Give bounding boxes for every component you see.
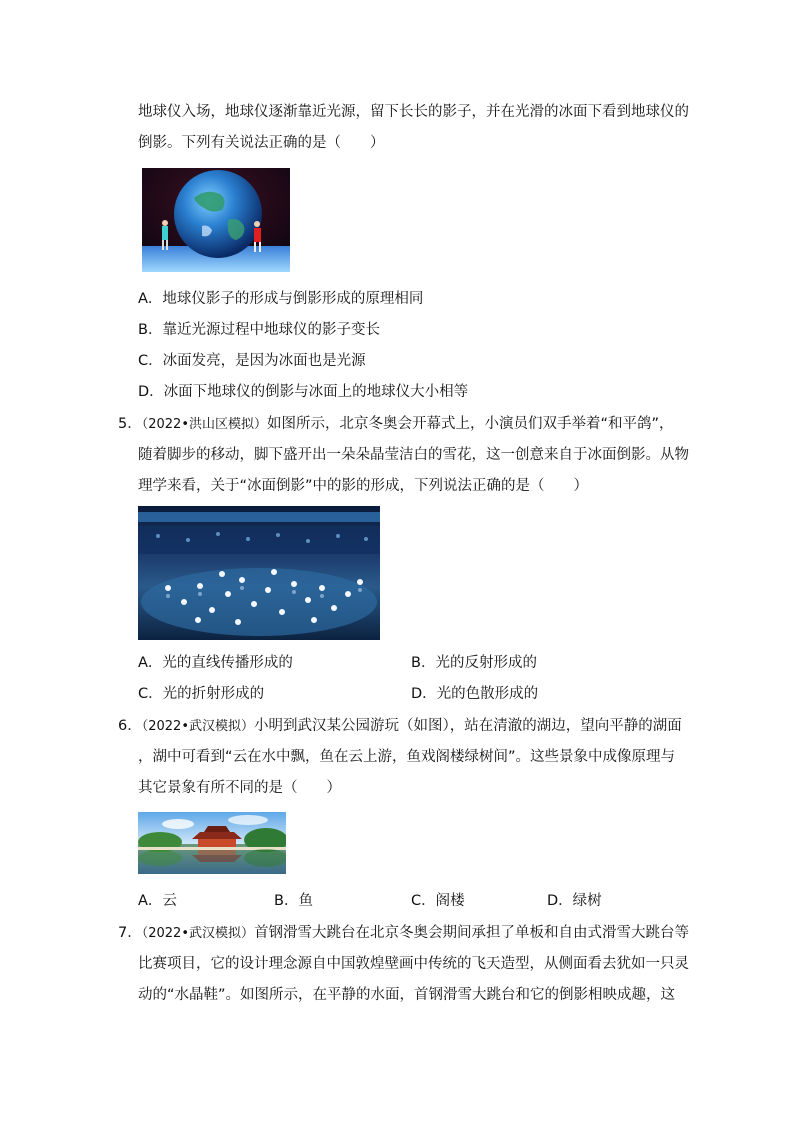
q4-option-a: A．地球仪影子的形成与倒影形成的原理相同 [138,291,424,307]
q6-option-d: D．绿树 [547,893,602,909]
q4-stem-line-2: 倒影。下列有关说法正确的是（ ） [138,135,385,151]
lake-pavilion-photo [138,812,286,874]
q5-source: （2022•洪山区模拟） [141,417,267,432]
q4-option-c: C．冰面发亮，是因为冰面也是光源 [138,353,366,369]
q5-stem-line-3: 理学来看，关于“冰面倒影”中的影的形成，下列说法正确的是（ ） [138,478,589,494]
q6-option-c: C．阁楼 [411,893,465,909]
q5-option-b: B．光的反射形成的 [411,655,537,671]
ceremony-photo [138,506,380,640]
q7-number: 7． [118,925,142,941]
q7-stem-first: 首钢滑雪大跳台在北京冬奥会期间承担了单板和自由式滑雪大跳台等 [254,925,689,941]
q6-first-line [118,716,682,737]
q7-stem-line-2: 比赛项目，它的设计理念源自中国敦煌壁画中传统的飞天造型，从侧面看去犹如一只灵 [138,956,689,972]
q5-stem-first: 如图所示，北京冬奥会开幕式上，小演员们双手举着“和平鸽”， [267,416,674,432]
q5-stem-line-2: 随着脚步的移动，脚下盛开出一朵朵晶莹洁白的雪花，这一创意来自于冰面倒影。从物 [138,447,689,463]
q5-first-line [118,414,674,435]
q7-first-line [118,923,689,944]
q7-stem-line-3: 动的“水晶鞋”。如图所示，在平静的水面，首钢滑雪大跳台和它的倒影相映成趣，这 [138,987,676,1003]
q6-option-a: A．云 [138,893,177,909]
q4-stem-line-1: 地球仪入场，地球仪逐渐靠近光源，留下长长的影子，并在光滑的冰面下看到地球仪的 [138,104,689,120]
q6-stem-first: 小明到武汉某公园游玩（如图），站在清澈的湖边，望向平静的湖面 [254,718,682,734]
q6-source: （2022•武汉模拟） [141,719,254,734]
q4-option-d: D．冰面下地球仪的倒影与冰面上的地球仪大小相等 [138,384,469,400]
q5-option-c: C．光的折射形成的 [138,686,265,702]
q6-number: 6． [118,718,142,734]
q6-option-b: B．鱼 [274,893,313,909]
globe-photo [142,168,290,272]
q4-option-b: B．靠近光源过程中地球仪的影子变长 [138,322,380,338]
q5-option-d: D．光的色散形成的 [411,686,539,702]
q5-option-a: A．光的直线传播形成的 [138,655,293,671]
q6-stem-line-2: ，湖中可看到“云在水中飘，鱼在云上游，鱼戏阁楼绿树间”。这些景象中成像原理与 [138,749,676,765]
q7-source: （2022•武汉模拟） [141,926,254,941]
q5-number: 5． [118,416,142,432]
q6-stem-line-3: 其它景象有所不同的是（ ） [138,780,341,796]
